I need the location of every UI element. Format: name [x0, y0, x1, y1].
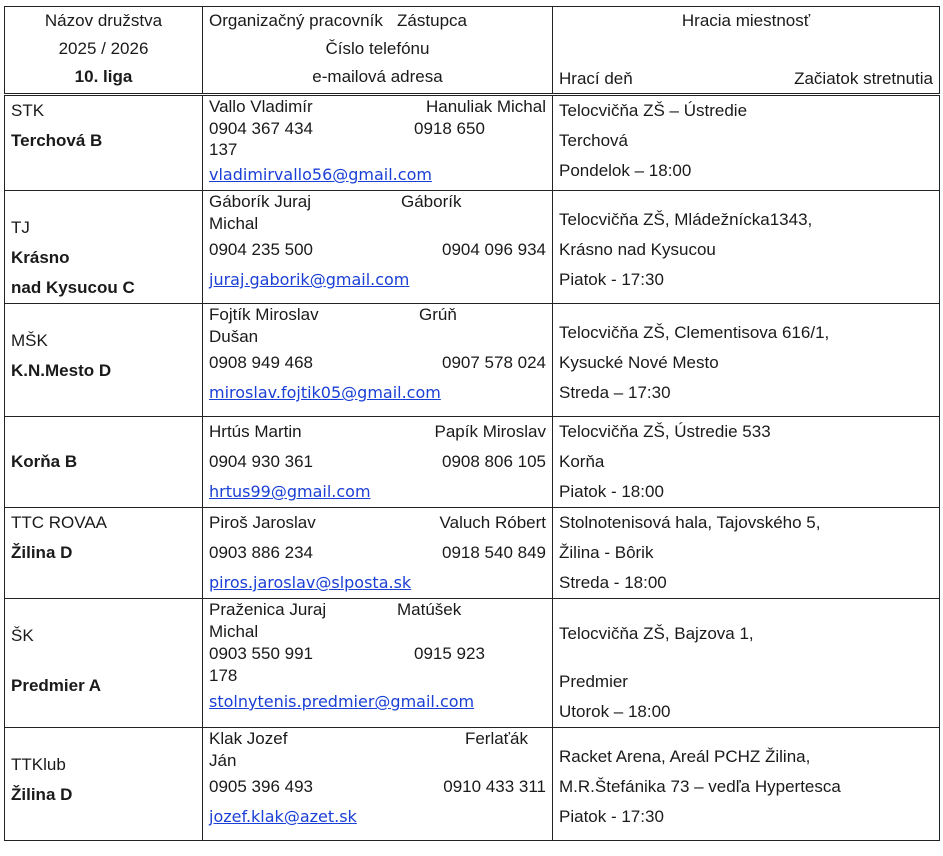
header-email: e-mailová adresa: [312, 67, 443, 86]
header-venue-title: Hracia miestnosť: [681, 11, 811, 30]
team-row: [5, 508, 940, 599]
team-row: [5, 728, 940, 841]
contact-email: [203, 687, 552, 717]
venue-cell: [553, 95, 940, 191]
venue-cell: [553, 191, 940, 304]
header-league: 10. liga: [74, 67, 133, 86]
contact-phones: 0908 949 468 0907 578 024: [209, 353, 546, 372]
contact-phone-wrap: 137: [209, 140, 238, 159]
team-club: TTKlub: [11, 755, 66, 774]
team-name: Žilina D: [11, 785, 73, 804]
contact-email: [203, 477, 552, 507]
contact-cell: [203, 191, 553, 304]
email-link[interactable]: vladimirvallo56@gmail.com: [209, 165, 432, 184]
header-team-label: Názov družstva: [44, 11, 163, 30]
contact-cell: [203, 508, 553, 599]
venue-cell: [553, 508, 940, 599]
contact-names: Gáborík Juraj Gáborík: [209, 192, 462, 211]
team-name: Terchová B: [11, 131, 103, 150]
team-row: [5, 191, 940, 304]
contact-names: Klak Jozef Ferlaťák: [209, 729, 528, 748]
email-link[interactable]: hrtus99@gmail.com: [209, 482, 371, 501]
venue-schedule: Utorok – 18:00: [559, 702, 671, 721]
contact-name-wrap: Michal: [209, 622, 259, 641]
team-cell: [5, 304, 203, 417]
header-venue: [553, 7, 940, 95]
team-club: ŠK: [11, 626, 34, 645]
venue-line: Telocvičňa ZŠ, Bajzova 1,: [559, 624, 754, 643]
venue-line: Stolnotenisová hala, Tajovského 5,: [559, 513, 821, 532]
contact-names: Praženica Juraj Matúšek: [209, 600, 462, 619]
contact-phones: 0905 396 493 0910 433 311: [209, 777, 546, 796]
contact-names: Hrtús Martin Papík Miroslav: [209, 422, 546, 441]
venue-cell: [553, 417, 940, 508]
header-schedule: Hrací deň Začiatok stretnutia: [559, 69, 933, 88]
contact-cell: [203, 728, 553, 841]
contact-phones: 0904 367 434 0918 650: [209, 119, 485, 138]
venue-line: Telocvičňa ZŠ, Mládežnícka1343,: [559, 210, 813, 229]
venue-city: M.R.Štefánika 73 – vedľa Hypertesca: [559, 777, 841, 796]
venue-schedule: Pondelok – 18:00: [559, 161, 692, 180]
venue-schedule: Streda – 17:30: [559, 383, 671, 402]
team-name: K.N.Mesto D: [11, 361, 112, 380]
contact-phones: 0904 930 361 0908 806 105: [209, 452, 546, 471]
venue-schedule: Piatok - 17:30: [559, 270, 664, 289]
venue-line: Racket Arena, Areál PCHZ Žilina,: [559, 747, 811, 766]
team-cell: [5, 599, 203, 728]
header-season: 2025 / 2026: [58, 39, 149, 58]
header-organizer: Organizačný pracovník Zástupca: [209, 11, 467, 30]
contact-phones: 0903 550 991 0915 923: [209, 644, 485, 663]
team-name: Krásno: [11, 248, 70, 267]
venue-line: Telocvičňa ZŠ, Ústredie 533: [559, 422, 771, 441]
team-row: [5, 599, 940, 728]
venue-schedule: Piatok - 18:00: [559, 482, 664, 501]
contact-name-wrap: Michal: [209, 214, 259, 233]
venue-schedule: Piatok - 17:30: [559, 807, 664, 826]
team-name: Predmier A: [11, 676, 102, 695]
contact-email: [203, 265, 552, 295]
email-link[interactable]: miroslav.fojtik05@gmail.com: [209, 383, 441, 402]
contact-names: Piroš Jaroslav Valuch Róbert: [209, 513, 546, 532]
venue-city: Terchová: [559, 131, 628, 150]
league-table: [4, 6, 940, 841]
email-link[interactable]: juraj.gaborik@gmail.com: [209, 270, 410, 289]
email-link[interactable]: stolnytenis.predmier@gmail.com: [209, 692, 475, 711]
email-link[interactable]: jozef.klak@azet.sk: [209, 807, 357, 826]
team-name: Žilina D: [11, 543, 73, 562]
contact-cell: [203, 417, 553, 508]
contact-cell: [203, 95, 553, 191]
team-club: TTC ROVAA: [11, 513, 108, 532]
venue-line: Telocvičňa ZŠ – Ústredie: [559, 101, 748, 120]
contact-phones: 0904 235 500 0904 096 934: [209, 240, 546, 259]
team-club: TJ: [11, 218, 30, 237]
team-club: MŠK: [11, 331, 48, 350]
contact-email: [203, 160, 552, 190]
venue-city: Kysucké Nové Mesto: [559, 353, 719, 372]
team-row: [5, 95, 940, 191]
venue-city: Krásno nad Kysucou: [559, 240, 716, 259]
contact-name-wrap: Ján: [209, 751, 237, 770]
team-cell: [5, 728, 203, 841]
team-cell: [5, 508, 203, 599]
venue-line: Telocvičňa ZŠ, Clementisova 616/1,: [559, 323, 830, 342]
team-cell: [5, 191, 203, 304]
header-team: [5, 7, 203, 95]
venue-schedule: Streda - 18:00: [559, 573, 667, 592]
contact-name-wrap: Dušan: [209, 327, 259, 346]
contact-names: Fojtík Miroslav Grúň: [209, 305, 457, 324]
team-cell: [5, 417, 203, 508]
team-row: [5, 417, 940, 508]
contact-phones: 0903 886 234 0918 540 849: [209, 543, 546, 562]
contact-phone-wrap: 178: [209, 666, 238, 685]
venue-cell: [553, 728, 940, 841]
team-name: Korňa B: [11, 452, 78, 471]
header-phone: Číslo telefónu: [325, 39, 430, 58]
contact-cell: [203, 599, 553, 728]
venue-cell: [553, 599, 940, 728]
venue-city: Korňa: [559, 452, 605, 471]
team-cell: [5, 95, 203, 191]
header-row: [5, 7, 940, 95]
venue-city: Predmier: [559, 672, 628, 691]
team-club: STK: [11, 101, 45, 120]
contact-names: Vallo Vladimír Hanuliak Michal: [209, 97, 546, 116]
venue-city: Žilina - Bôrik: [559, 543, 654, 562]
contact-email: [203, 802, 552, 832]
header-contacts: [203, 7, 553, 95]
team-name-line2: nad Kysucou C: [11, 278, 135, 297]
contact-email: [203, 378, 552, 408]
email-link[interactable]: piros.jaroslav@slposta.sk: [209, 573, 412, 592]
contact-cell: [203, 304, 553, 417]
venue-cell: [553, 304, 940, 417]
team-row: [5, 304, 940, 417]
contact-email: [203, 568, 552, 598]
